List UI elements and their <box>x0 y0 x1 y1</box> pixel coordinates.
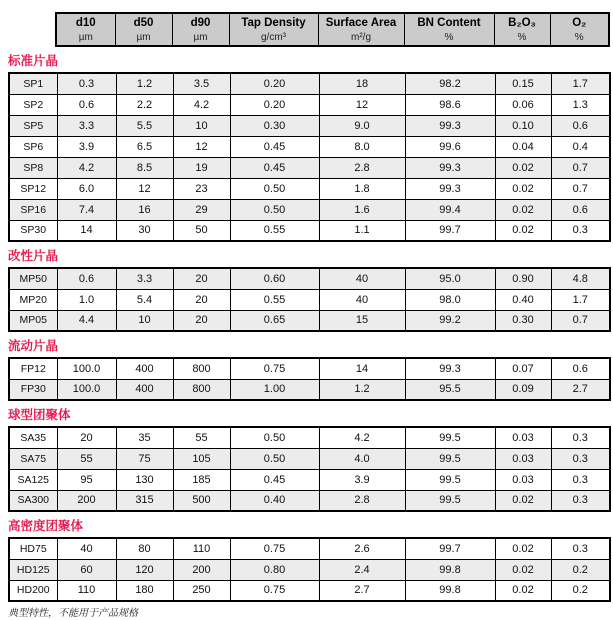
row-label: HD75 <box>9 538 57 559</box>
cell-bn-content: 95.5 <box>405 379 495 400</box>
table-row <box>9 538 610 559</box>
sections <box>8 54 613 602</box>
row-label: MP20 <box>9 289 57 310</box>
row-label: SA300 <box>9 490 57 511</box>
cell-o2: 0.7 <box>551 157 610 178</box>
cell-b2o3: 0.40 <box>495 289 551 310</box>
cell-d90: 800 <box>173 379 230 400</box>
header-row <box>8 13 609 46</box>
cell-d10: 4.2 <box>57 157 116 178</box>
cell-tap-density: 0.80 <box>230 559 319 580</box>
row-label: SP1 <box>9 73 57 94</box>
section-title-modified-platelets: 改性片晶 <box>8 249 59 263</box>
cell-d90: 10 <box>173 115 230 136</box>
column-label: d10 <box>75 17 96 29</box>
table-row <box>9 94 610 115</box>
cell-d90: 250 <box>173 580 230 601</box>
cell-d10: 40 <box>57 538 116 559</box>
cell-b2o3: 0.30 <box>495 310 551 331</box>
cell-surface-area: 15 <box>319 310 405 331</box>
cell-surface-area: 18 <box>319 73 405 94</box>
cell-surface-area: 2.4 <box>319 559 405 580</box>
cell-d10: 3.3 <box>57 115 116 136</box>
cell-surface-area: 40 <box>319 268 405 289</box>
cell-d50: 400 <box>116 379 173 400</box>
cell-o2: 0.3 <box>551 220 610 241</box>
cell-d50: 5.5 <box>116 115 173 136</box>
table-row <box>9 73 610 94</box>
cell-b2o3: 0.03 <box>495 448 551 469</box>
cell-tap-density: 0.20 <box>230 94 319 115</box>
row-label: SP5 <box>9 115 57 136</box>
cell-bn-content: 98.0 <box>405 289 495 310</box>
cell-surface-area: 9.0 <box>319 115 405 136</box>
cell-surface-area: 14 <box>319 358 405 379</box>
cell-tap-density: 0.45 <box>230 469 319 490</box>
cell-b2o3: 0.06 <box>495 94 551 115</box>
cell-d10: 7.4 <box>57 199 116 220</box>
cell-d50: 6.5 <box>116 136 173 157</box>
row-label: FP30 <box>9 379 57 400</box>
cell-d50: 80 <box>116 538 173 559</box>
row-label: FP12 <box>9 358 57 379</box>
row-label: MP05 <box>9 310 57 331</box>
cell-b2o3: 0.03 <box>495 469 551 490</box>
section-title-spherical-agglomerates: 球型团聚体 <box>8 408 71 422</box>
cell-tap-density: 0.75 <box>230 358 319 379</box>
cell-d10: 20 <box>57 427 116 448</box>
data-table-spherical-agglomerates <box>8 426 611 512</box>
cell-tap-density: 0.55 <box>230 220 319 241</box>
cell-d90: 29 <box>173 199 230 220</box>
cell-d50: 12 <box>116 178 173 199</box>
cell-d50: 10 <box>116 310 173 331</box>
cell-d90: 185 <box>173 469 230 490</box>
cell-o2: 0.7 <box>551 178 610 199</box>
column-header-d90 <box>172 13 229 46</box>
column-label: BN Content <box>417 17 481 29</box>
cell-bn-content: 99.8 <box>405 559 495 580</box>
cell-surface-area: 8.0 <box>319 136 405 157</box>
cell-surface-area: 2.8 <box>319 490 405 511</box>
cell-tap-density: 0.50 <box>230 199 319 220</box>
cell-d90: 200 <box>173 559 230 580</box>
cell-d90: 500 <box>173 490 230 511</box>
cell-bn-content: 99.6 <box>405 136 495 157</box>
column-label: Surface Area <box>325 17 397 29</box>
row-label: SP2 <box>9 94 57 115</box>
row-label: SP16 <box>9 199 57 220</box>
cell-bn-content: 99.7 <box>405 220 495 241</box>
cell-d10: 3.9 <box>57 136 116 157</box>
cell-d10: 55 <box>57 448 116 469</box>
cell-d10: 95 <box>57 469 116 490</box>
cell-d50: 120 <box>116 559 173 580</box>
section-title-high-density-agglomerates: 高密度团聚体 <box>8 519 84 533</box>
section-spherical-agglomerates <box>8 408 613 512</box>
cell-tap-density: 1.00 <box>230 379 319 400</box>
cell-b2o3: 0.07 <box>495 358 551 379</box>
cell-o2: 1.3 <box>551 94 610 115</box>
cell-bn-content: 99.3 <box>405 157 495 178</box>
cell-b2o3: 0.02 <box>495 220 551 241</box>
cell-tap-density: 0.75 <box>230 580 319 601</box>
cell-surface-area: 2.7 <box>319 580 405 601</box>
cell-d50: 75 <box>116 448 173 469</box>
cell-d10: 6.0 <box>57 178 116 199</box>
cell-tap-density: 0.20 <box>230 73 319 94</box>
table-row <box>9 427 610 448</box>
column-unit: % <box>517 32 527 43</box>
cell-d90: 19 <box>173 157 230 178</box>
column-unit: m²/g <box>351 32 371 43</box>
cell-surface-area: 12 <box>319 94 405 115</box>
column-header-tap-density <box>229 13 318 46</box>
column-label: Tap Density <box>241 17 306 29</box>
row-label: SP6 <box>9 136 57 157</box>
cell-bn-content: 99.2 <box>405 310 495 331</box>
cell-tap-density: 0.30 <box>230 115 319 136</box>
cell-tap-density: 0.55 <box>230 289 319 310</box>
cell-d90: 55 <box>173 427 230 448</box>
cell-d50: 8.5 <box>116 157 173 178</box>
row-label: SA125 <box>9 469 57 490</box>
cell-o2: 0.3 <box>551 490 610 511</box>
table-row <box>9 490 610 511</box>
column-unit: µm <box>193 32 208 43</box>
cell-b2o3: 0.02 <box>495 559 551 580</box>
cell-b2o3: 0.90 <box>495 268 551 289</box>
data-table-flow-platelets <box>8 357 611 401</box>
cell-d10: 200 <box>57 490 116 511</box>
cell-b2o3: 0.02 <box>495 199 551 220</box>
cell-d90: 105 <box>173 448 230 469</box>
cell-d50: 3.3 <box>116 268 173 289</box>
table-row <box>9 115 610 136</box>
cell-o2: 1.7 <box>551 73 610 94</box>
cell-b2o3: 0.02 <box>495 157 551 178</box>
cell-bn-content: 98.2 <box>405 73 495 94</box>
table-row <box>9 469 610 490</box>
cell-b2o3: 0.02 <box>495 538 551 559</box>
column-header-surface-area <box>318 13 404 46</box>
cell-tap-density: 0.65 <box>230 310 319 331</box>
table-row <box>9 136 610 157</box>
section-high-density-agglomerates <box>8 519 613 602</box>
cell-bn-content: 99.5 <box>405 469 495 490</box>
cell-surface-area: 1.2 <box>319 379 405 400</box>
cell-d50: 16 <box>116 199 173 220</box>
cell-surface-area: 4.2 <box>319 427 405 448</box>
row-label: HD125 <box>9 559 57 580</box>
cell-d90: 23 <box>173 178 230 199</box>
cell-d10: 60 <box>57 559 116 580</box>
column-header-d50 <box>115 13 172 46</box>
section-title-standard-platelets: 标准片晶 <box>8 54 59 68</box>
cell-d10: 0.6 <box>57 268 116 289</box>
cell-o2: 0.2 <box>551 580 610 601</box>
cell-d90: 20 <box>173 310 230 331</box>
cell-d10: 0.3 <box>57 73 116 94</box>
cell-d50: 400 <box>116 358 173 379</box>
cell-d10: 100.0 <box>57 379 116 400</box>
column-header-o2 <box>550 13 609 46</box>
cell-d90: 20 <box>173 289 230 310</box>
table-row <box>9 310 610 331</box>
cell-d10: 100.0 <box>57 358 116 379</box>
column-label: d50 <box>133 17 154 29</box>
cell-d90: 110 <box>173 538 230 559</box>
table-row <box>9 448 610 469</box>
cell-bn-content: 95.0 <box>405 268 495 289</box>
cell-bn-content: 99.8 <box>405 580 495 601</box>
table-row <box>9 559 610 580</box>
table-row <box>9 379 610 400</box>
cell-b2o3: 0.02 <box>495 490 551 511</box>
table-row <box>9 358 610 379</box>
cell-surface-area: 2.6 <box>319 538 405 559</box>
cell-o2: 4.8 <box>551 268 610 289</box>
column-label: O₂ <box>572 17 587 29</box>
row-label: SP8 <box>9 157 57 178</box>
cell-o2: 0.6 <box>551 115 610 136</box>
cell-d10: 4.4 <box>57 310 116 331</box>
cell-bn-content: 99.3 <box>405 178 495 199</box>
cell-o2: 0.2 <box>551 559 610 580</box>
cell-b2o3: 0.10 <box>495 115 551 136</box>
cell-d10: 0.6 <box>57 94 116 115</box>
table-row <box>9 220 610 241</box>
column-unit: % <box>574 32 584 43</box>
cell-d10: 14 <box>57 220 116 241</box>
cell-b2o3: 0.02 <box>495 580 551 601</box>
cell-tap-density: 0.45 <box>230 136 319 157</box>
cell-b2o3: 0.15 <box>495 73 551 94</box>
cell-b2o3: 0.02 <box>495 178 551 199</box>
cell-o2: 0.6 <box>551 358 610 379</box>
cell-d50: 1.2 <box>116 73 173 94</box>
row-label: SA75 <box>9 448 57 469</box>
cell-bn-content: 99.7 <box>405 538 495 559</box>
cell-tap-density: 0.60 <box>230 268 319 289</box>
cell-d90: 4.2 <box>173 94 230 115</box>
cell-bn-content: 99.5 <box>405 427 495 448</box>
row-label: SA35 <box>9 427 57 448</box>
data-table-standard-platelets <box>8 72 611 242</box>
table-row <box>9 289 610 310</box>
cell-o2: 0.4 <box>551 136 610 157</box>
row-label: SP12 <box>9 178 57 199</box>
cell-d50: 130 <box>116 469 173 490</box>
cell-o2: 1.7 <box>551 289 610 310</box>
cell-d50: 5.4 <box>116 289 173 310</box>
cell-d50: 35 <box>116 427 173 448</box>
cell-b2o3: 0.04 <box>495 136 551 157</box>
cell-d50: 180 <box>116 580 173 601</box>
cell-surface-area: 1.1 <box>319 220 405 241</box>
cell-surface-area: 1.6 <box>319 199 405 220</box>
cell-bn-content: 99.5 <box>405 490 495 511</box>
cell-surface-area: 1.8 <box>319 178 405 199</box>
cell-d90: 3.5 <box>173 73 230 94</box>
data-table-high-density-agglomerates <box>8 537 611 602</box>
cell-d10: 1.0 <box>57 289 116 310</box>
column-unit: µm <box>78 32 93 43</box>
column-label: B₂O₃ <box>508 17 536 29</box>
cell-o2: 0.7 <box>551 310 610 331</box>
table-row <box>9 268 610 289</box>
section-modified-platelets <box>8 249 613 332</box>
cell-d90: 50 <box>173 220 230 241</box>
table-row <box>9 178 610 199</box>
table-row <box>9 157 610 178</box>
column-unit: µm <box>136 32 151 43</box>
cell-bn-content: 99.4 <box>405 199 495 220</box>
cell-tap-density: 0.75 <box>230 538 319 559</box>
row-label: HD200 <box>9 580 57 601</box>
cell-tap-density: 0.40 <box>230 490 319 511</box>
row-label: MP50 <box>9 268 57 289</box>
header-spacer <box>8 13 56 46</box>
cell-bn-content: 99.3 <box>405 358 495 379</box>
cell-b2o3: 0.09 <box>495 379 551 400</box>
section-standard-platelets <box>8 54 613 242</box>
cell-tap-density: 0.50 <box>230 448 319 469</box>
table-header <box>8 12 610 47</box>
cell-b2o3: 0.03 <box>495 427 551 448</box>
footnote: 典型特性，不能用于产品规格 <box>8 608 138 619</box>
cell-d90: 12 <box>173 136 230 157</box>
column-header-d10 <box>56 13 115 46</box>
cell-surface-area: 4.0 <box>319 448 405 469</box>
cell-o2: 0.3 <box>551 427 610 448</box>
cell-bn-content: 99.5 <box>405 448 495 469</box>
cell-d50: 315 <box>116 490 173 511</box>
cell-bn-content: 99.3 <box>405 115 495 136</box>
table-row <box>9 580 610 601</box>
section-flow-platelets <box>8 339 613 401</box>
cell-d50: 2.2 <box>116 94 173 115</box>
cell-o2: 0.6 <box>551 199 610 220</box>
data-table-modified-platelets <box>8 267 611 332</box>
cell-d90: 20 <box>173 268 230 289</box>
column-unit: % <box>444 32 454 43</box>
cell-tap-density: 0.50 <box>230 427 319 448</box>
column-label: d90 <box>190 17 211 29</box>
cell-o2: 0.3 <box>551 469 610 490</box>
cell-o2: 0.3 <box>551 448 610 469</box>
cell-surface-area: 3.9 <box>319 469 405 490</box>
table-row <box>9 199 610 220</box>
column-unit: g/cm³ <box>261 32 286 43</box>
row-label: SP30 <box>9 220 57 241</box>
cell-d90: 800 <box>173 358 230 379</box>
cell-d10: 110 <box>57 580 116 601</box>
cell-bn-content: 98.6 <box>405 94 495 115</box>
cell-surface-area: 40 <box>319 289 405 310</box>
column-header-b2o3 <box>494 13 550 46</box>
cell-surface-area: 2.8 <box>319 157 405 178</box>
cell-o2: 2.7 <box>551 379 610 400</box>
section-title-flow-platelets: 流动片晶 <box>8 339 59 353</box>
column-header-bn-content <box>404 13 494 46</box>
cell-tap-density: 0.45 <box>230 157 319 178</box>
cell-d50: 30 <box>116 220 173 241</box>
cell-tap-density: 0.50 <box>230 178 319 199</box>
cell-o2: 0.3 <box>551 538 610 559</box>
